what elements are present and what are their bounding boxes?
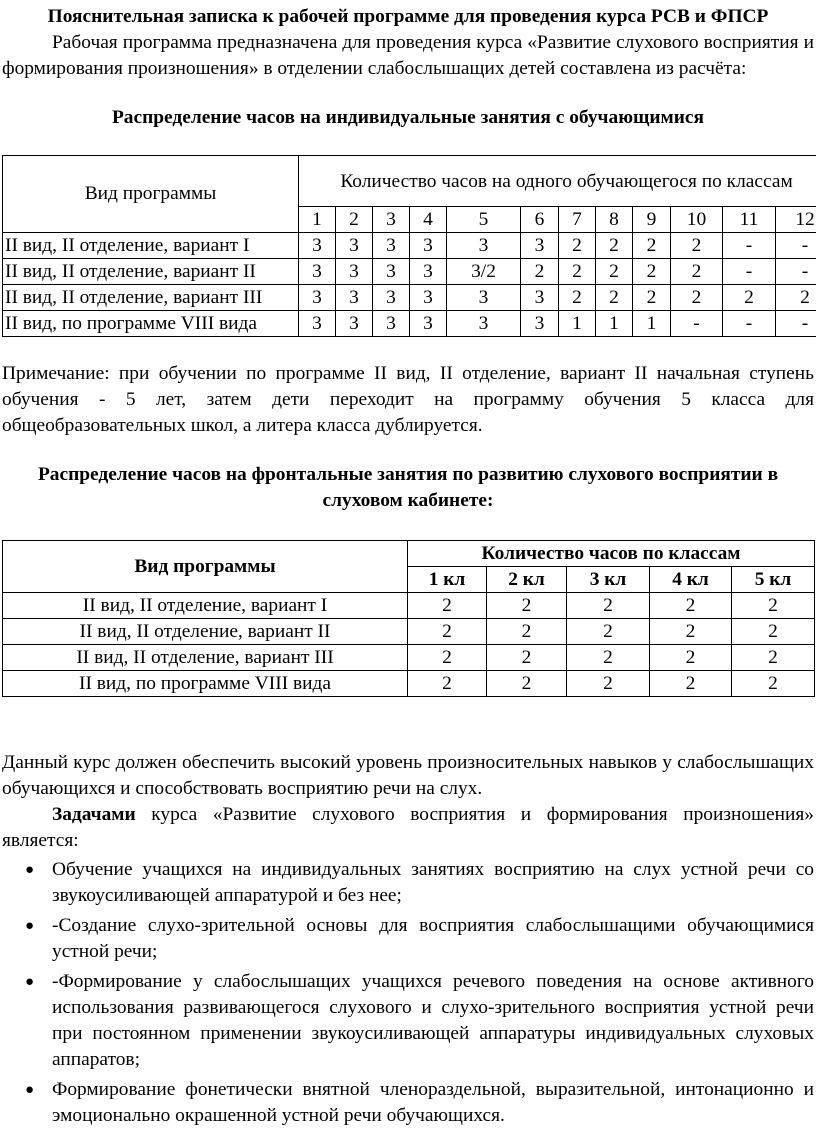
hours-cell: 2 [723, 285, 776, 311]
hours-cell: 2 [596, 285, 633, 311]
hours-cell: 3 [336, 233, 373, 259]
hours-cell: 2 [567, 619, 650, 645]
hours-cell: 1 [633, 311, 671, 337]
program-name: II вид, II отделение, вариант I [3, 593, 408, 619]
document-title: Пояснительная записка к рабочей программе для проведения курса РСВ и ФПСР [2, 4, 814, 30]
hours-cell: 2 [732, 671, 815, 697]
tasks-paragraph [2, 802, 814, 854]
note-paragraph: Примечание: при обучении по программе II вид, II отделение, вариант II начальная ступень обучения - 5 лет, затем дети переходит на программу обучения 5 класса для общеобразовательных школ, а литера класса дублируется. [2, 361, 814, 439]
list-item [2, 969, 814, 1073]
list-item [2, 857, 814, 909]
hours-cell: 3 [373, 311, 410, 337]
hours-cell: 1 [559, 311, 596, 337]
hours-cell: 2 [559, 233, 596, 259]
hours-cell: 2 [487, 593, 567, 619]
program-name: II вид, II отделение, вариант III [3, 645, 408, 671]
table2-col-header: Вид программы [3, 541, 408, 593]
section-title-individual: Распределение часов на индивидуальные занятия с обучающимися [2, 105, 814, 131]
hours-cell: 3 [410, 233, 447, 259]
program-name: II вид, II отделение, вариант II [3, 259, 299, 285]
hours-cell: 2 [408, 671, 487, 697]
hours-cell: 3 [336, 259, 373, 285]
hours-cell: 2 [650, 671, 732, 697]
grade-header: 8 [596, 207, 633, 233]
hours-cell: 3 [373, 285, 410, 311]
list-item [2, 1077, 814, 1129]
hours-cell: 3 [447, 285, 521, 311]
hours-cell: 3 [299, 259, 336, 285]
hours-cell: 2 [633, 285, 671, 311]
bullet-icon: ● [25, 913, 34, 939]
hours-cell: 3 [373, 259, 410, 285]
grade-header: 2 кл [487, 567, 567, 593]
hours-cell: 1 [596, 311, 633, 337]
table-row [3, 233, 816, 259]
list-item-text: -Создание слухо-зрительной основы для восприятия слабослышащими обучающимися устной речи; [52, 915, 814, 962]
program-name: II вид, II отделение, вариант II [3, 619, 408, 645]
individual-hours-table [2, 155, 816, 337]
hours-cell: 3 [336, 311, 373, 337]
hours-cell: 3 [336, 285, 373, 311]
grade-header: 3 [373, 207, 410, 233]
hours-cell: 2 [732, 593, 815, 619]
hours-cell: - [723, 259, 776, 285]
hours-cell: 3 [410, 311, 447, 337]
hours-cell: 3 [299, 285, 336, 311]
hours-cell: 2 [521, 259, 559, 285]
table-row [3, 671, 815, 697]
bullet-icon: ● [25, 1077, 34, 1103]
hours-cell: 2 [559, 285, 596, 311]
table1-col-header: Вид программы [3, 156, 299, 233]
grade-header: 5 кл [732, 567, 815, 593]
hours-cell: 2 [776, 285, 816, 311]
section-title-frontal: Распределение часов на фронтальные занятия по развитию слухового восприятии в слуховом кабинете: [2, 462, 814, 514]
program-name: II вид, по программе VIII вида [3, 671, 408, 697]
hours-cell: 2 [671, 233, 723, 259]
hours-cell: 3 [447, 311, 521, 337]
grade-header: 9 [633, 207, 671, 233]
table-row [3, 593, 815, 619]
grade-header: 5 [447, 207, 521, 233]
hours-cell: 2 [633, 233, 671, 259]
hours-cell: - [723, 311, 776, 337]
program-name: II вид, II отделение, вариант III [3, 285, 299, 311]
list-item-text: Формирование фонетически внятной членораздельной, выразительной, интонационно и эмоционально окрашенной устной речи обучающихся. [52, 1079, 814, 1126]
table1-group-header: Количество часов на одного обучающегося по классам [299, 156, 816, 207]
hours-cell: - [776, 259, 816, 285]
hours-cell: 3 [521, 311, 559, 337]
table-row [3, 285, 816, 311]
program-name: II вид, II отделение, вариант I [3, 233, 299, 259]
hours-cell: 2 [487, 671, 567, 697]
table2-group-header: Количество часов по классам [408, 541, 815, 567]
document-page [2, 0, 814, 1129]
hours-cell: 2 [408, 645, 487, 671]
course-paragraph: Данный курс должен обеспечить высокий уровень произносительных навыков у слабослышащих обучающихся и способствовать восприятию речи на слух. [2, 750, 814, 802]
bullet-icon: ● [25, 857, 34, 883]
grade-header: 2 [336, 207, 373, 233]
hours-cell: 2 [408, 593, 487, 619]
grade-header: 12 [776, 207, 816, 233]
hours-cell: 2 [596, 233, 633, 259]
hours-cell: 3 [410, 285, 447, 311]
tasks-rest-text: курса «Развитие слухового восприятия и формирования произношения» является: [2, 804, 814, 851]
table-row [3, 311, 816, 337]
bullet-icon: ● [25, 969, 34, 995]
hours-cell: 3/2 [447, 259, 521, 285]
hours-cell: 2 [633, 259, 671, 285]
hours-cell: 2 [671, 259, 723, 285]
grade-header: 1 кл [408, 567, 487, 593]
hours-cell: 2 [487, 619, 567, 645]
tasks-bold-word: Задачами [52, 804, 136, 825]
hours-cell: 2 [567, 671, 650, 697]
hours-cell: 2 [408, 619, 487, 645]
hours-cell: 2 [487, 645, 567, 671]
hours-cell: 2 [559, 259, 596, 285]
hours-cell: - [776, 311, 816, 337]
grade-header: 11 [723, 207, 776, 233]
hours-cell: 2 [650, 645, 732, 671]
grade-header: 6 [521, 207, 559, 233]
intro-paragraph: Рабочая программа предназначена для проведения курса «Развитие слухового восприятия и формирования произношения» в отделении слабослышащих детей составлена из расчёта: [2, 30, 814, 82]
hours-cell: - [723, 233, 776, 259]
frontal-hours-table [2, 540, 815, 697]
hours-cell: 2 [650, 619, 732, 645]
hours-cell: - [776, 233, 816, 259]
hours-cell: 3 [299, 311, 336, 337]
hours-cell: 2 [732, 619, 815, 645]
hours-cell: 3 [447, 233, 521, 259]
grade-header: 4 кл [650, 567, 732, 593]
table-row [3, 645, 815, 671]
grade-header: 7 [559, 207, 596, 233]
hours-cell: - [671, 311, 723, 337]
list-item-text: -Формирование у слабослышащих учащихся речевого поведения на основе активного использования развивающегося слухового и слухо-зрительного восприятия устной речи при постоянном применении звукоусиливающей аппаратуры индивидуальных слуховых аппаратов; [52, 971, 814, 1070]
hours-cell: 3 [521, 233, 559, 259]
hours-cell: 2 [596, 259, 633, 285]
hours-cell: 2 [567, 593, 650, 619]
grade-header: 1 [299, 207, 336, 233]
hours-cell: 3 [373, 233, 410, 259]
hours-cell: 2 [650, 593, 732, 619]
hours-cell: 2 [732, 645, 815, 671]
hours-cell: 3 [410, 259, 447, 285]
hours-cell: 3 [521, 285, 559, 311]
table-row [3, 619, 815, 645]
list-item-text: Обучение учащихся на индивидуальных занятиях восприятию на слух устной речи со звукоусиливающей аппаратурой и без нее; [52, 859, 814, 906]
grade-header: 4 [410, 207, 447, 233]
grade-header: 10 [671, 207, 723, 233]
hours-cell: 2 [671, 285, 723, 311]
grade-header: 3 кл [567, 567, 650, 593]
program-name: II вид, по программе VIII вида [3, 311, 299, 337]
hours-cell: 2 [567, 645, 650, 671]
table-row [3, 259, 816, 285]
hours-cell: 3 [299, 233, 336, 259]
list-item [2, 913, 814, 965]
